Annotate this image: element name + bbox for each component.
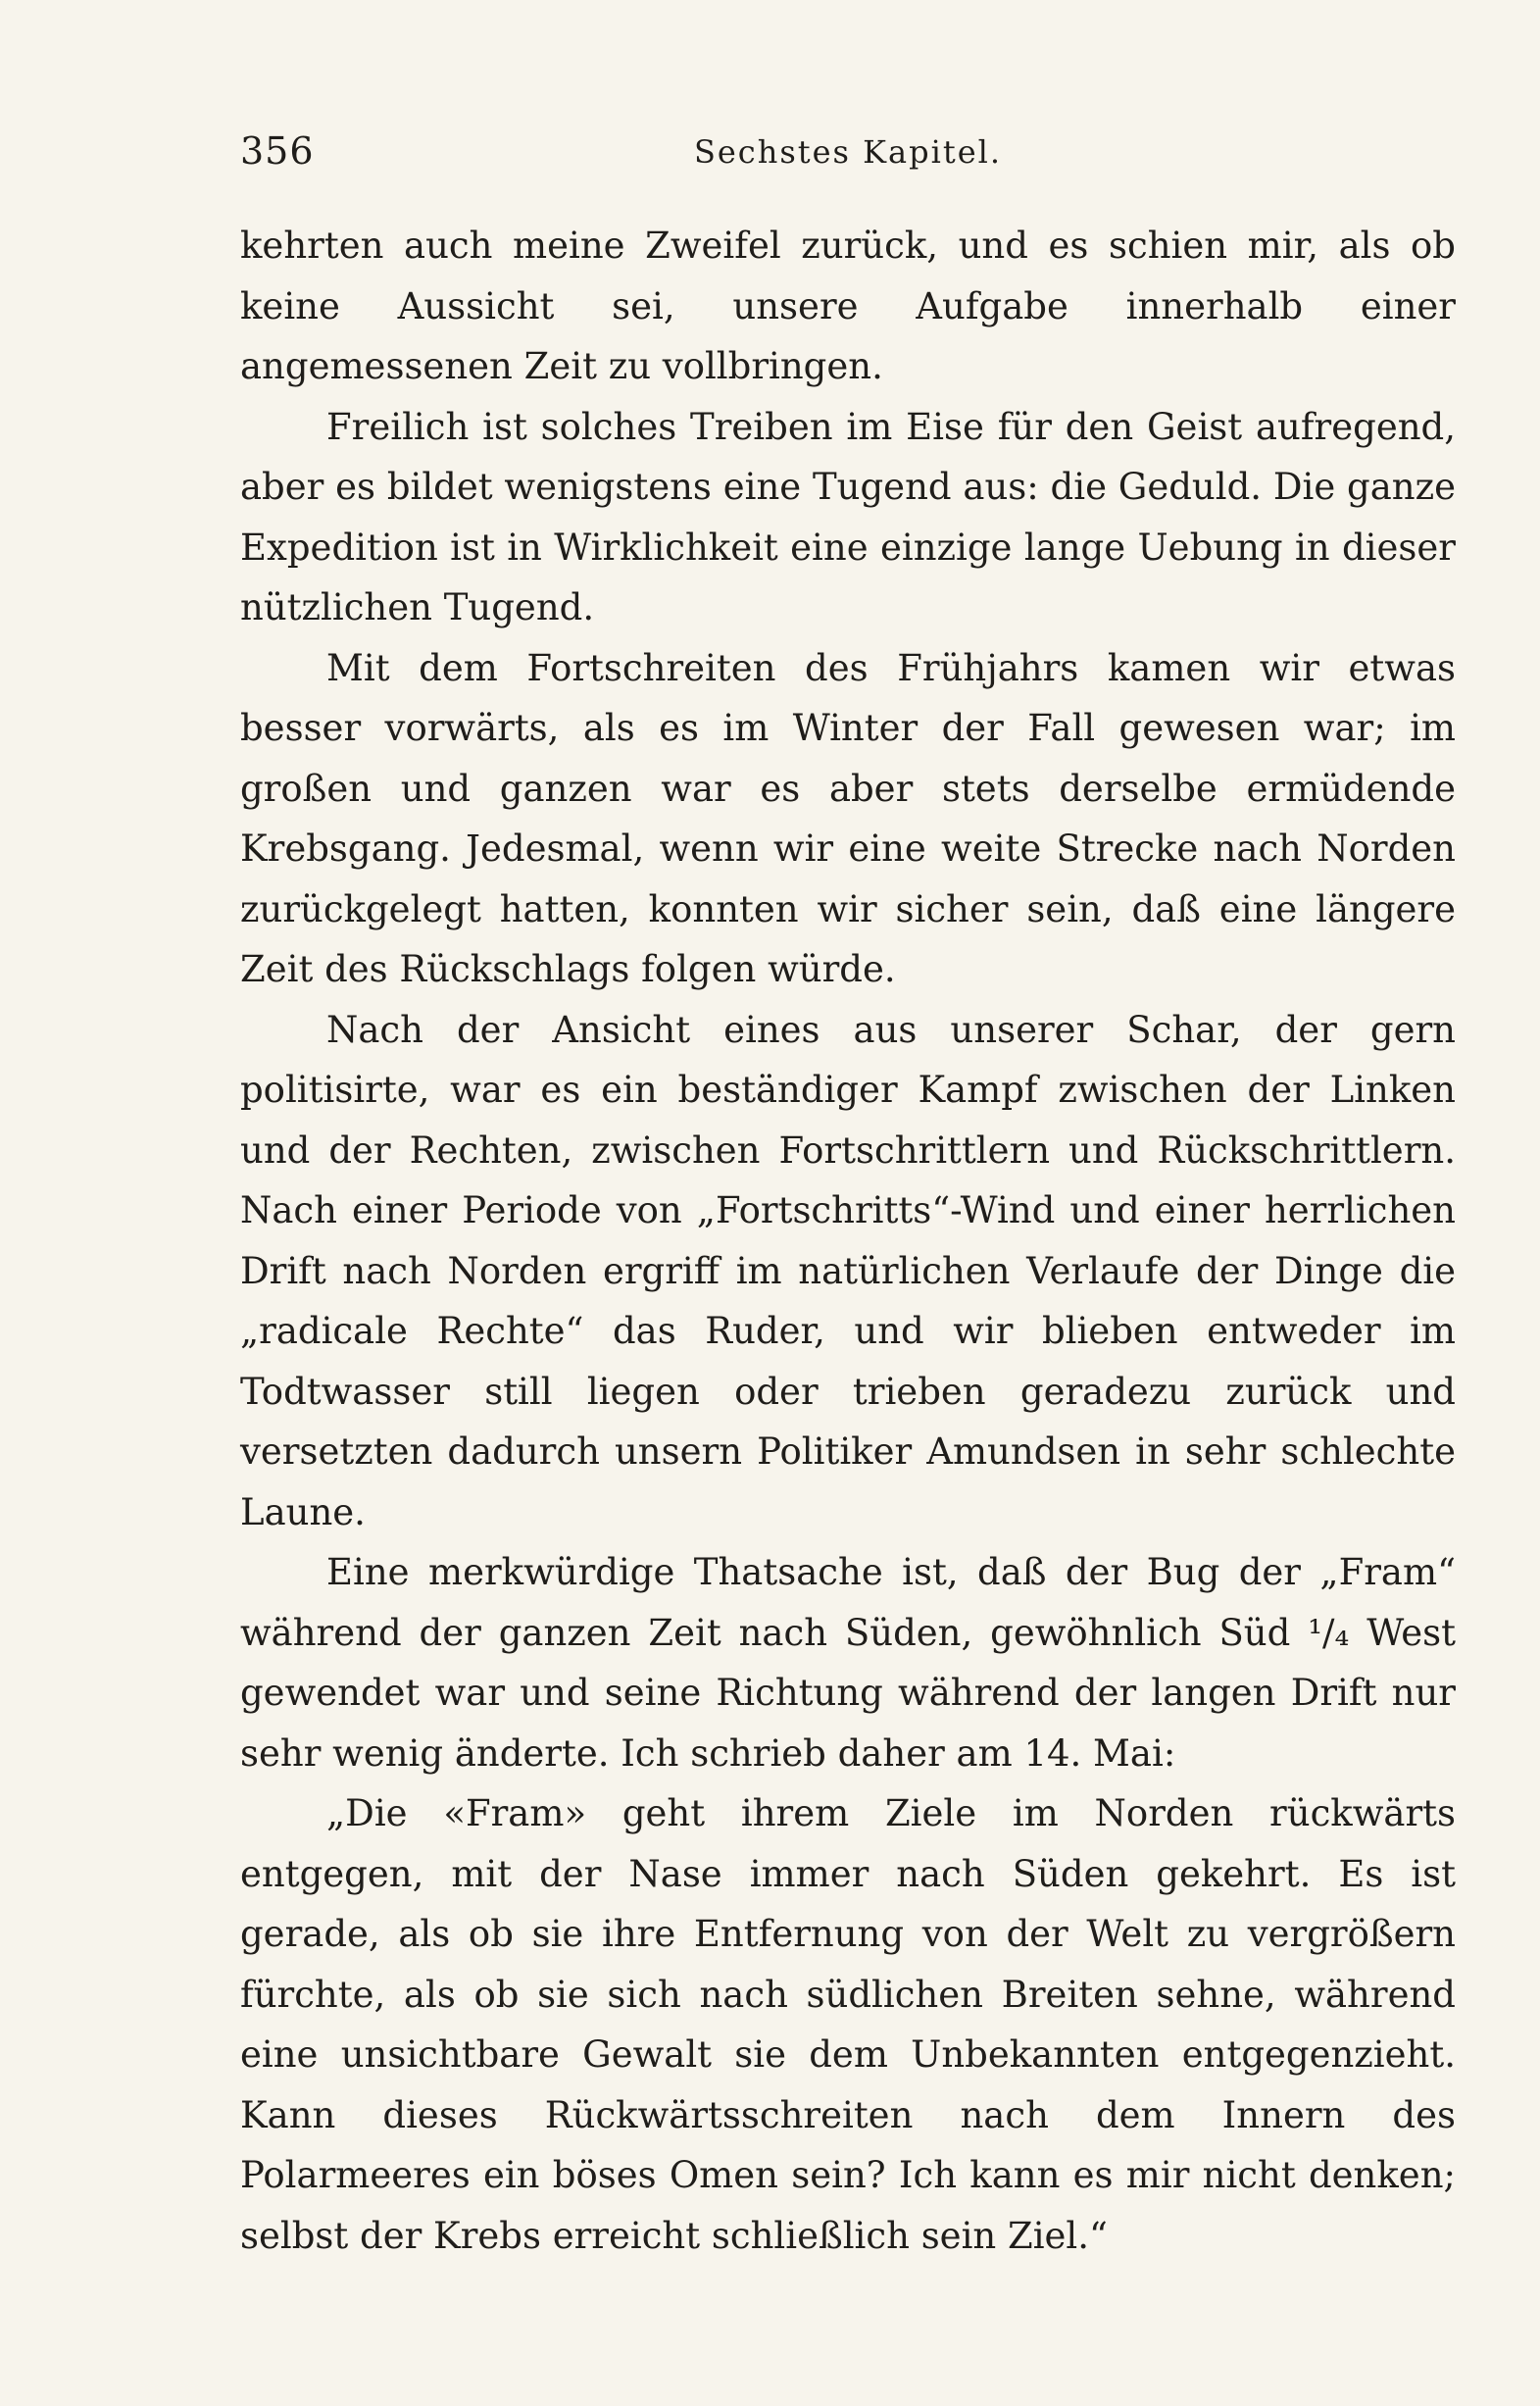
- quoted-paragraph: „Die «Fram» geht ihrem Ziele im Norden rückwärts entgegen, mit der Nase immer nach Süden gekehrt. Es ist gerade, als ob sie ihre Entfernung von der Welt zu vergrößern fürchte, als ob sie sich nach südlichen Breiten sehne, während eine unsichtbare Gewalt sie dem Unbekannten entgegenzieht. Kann dieses Rückwärtsschreiten nach dem Innern des Polarmeeres ein böses Omen sein? Ich kann es mir nicht denken; selbst der Krebs erreicht schließlich sein Ziel.“: [240, 1792, 1456, 2257]
- paragraph: Freilich ist solches Treiben im Eise für den Geist aufregend, aber es bildet wenigstens eine Tugend aus: die Geduld. Die ganze Expedition ist in Wirklichkeit eine einzige lange Uebung in dieser nützlichen Tugend.: [240, 405, 1456, 628]
- paragraph: kehrten auch meine Zweifel zurück, und es schien mir, als ob keine Aussicht sei, unsere Aufgabe innerhalb einer angemessenen Zeit zu vollbringen.: [240, 225, 1456, 387]
- paragraph: Eine merkwürdige Thatsache ist, daß der Bug der „Fram“ während der ganzen Zeit nach Süden, gewöhnlich Süd ¹/₄ West gewendet war und seine Richtung während der langen Drift nur sehr wenig änderte. Ich schrieb daher am 14. Mai:: [240, 1551, 1456, 1775]
- paragraph: Mit dem Fortschreiten des Frühjahrs kamen wir etwas besser vorwärts, als es im Winter der Fall gewesen war; im großen und ganzen war es aber stets derselbe ermüdende Krebsgang. Jedesmal, wenn wir eine weite Strecke nach Norden zurückgelegt hatten, konnten wir sicher sein, daß eine längere Zeit des Rückschlags folgen würde.: [240, 646, 1456, 990]
- page-number: 356: [240, 129, 315, 173]
- page-header: [240, 129, 1456, 188]
- body-text: [240, 216, 1456, 2266]
- paragraph: Nach der Ansicht eines aus unserer Schar, der gern politisirte, war es ein beständiger Kampf zwischen der Linken und der Rechten, zwischen Fortschrittlern und Rückschrittlern. Nach einer Periode von „Fortschritts“-Wind und einer herrlichen Drift nach Norden ergriff im natürlichen Verlaufe der Dinge die „radicale Rechte“ das Ruder, und wir blieben entweder im Todtwasser still liegen oder trieben geradezu zurück und versetzten dadurch unsern Politiker Amundsen in sehr schlechte Laune.: [240, 1008, 1456, 1533]
- running-head: Sechstes Kapitel.: [693, 133, 1003, 171]
